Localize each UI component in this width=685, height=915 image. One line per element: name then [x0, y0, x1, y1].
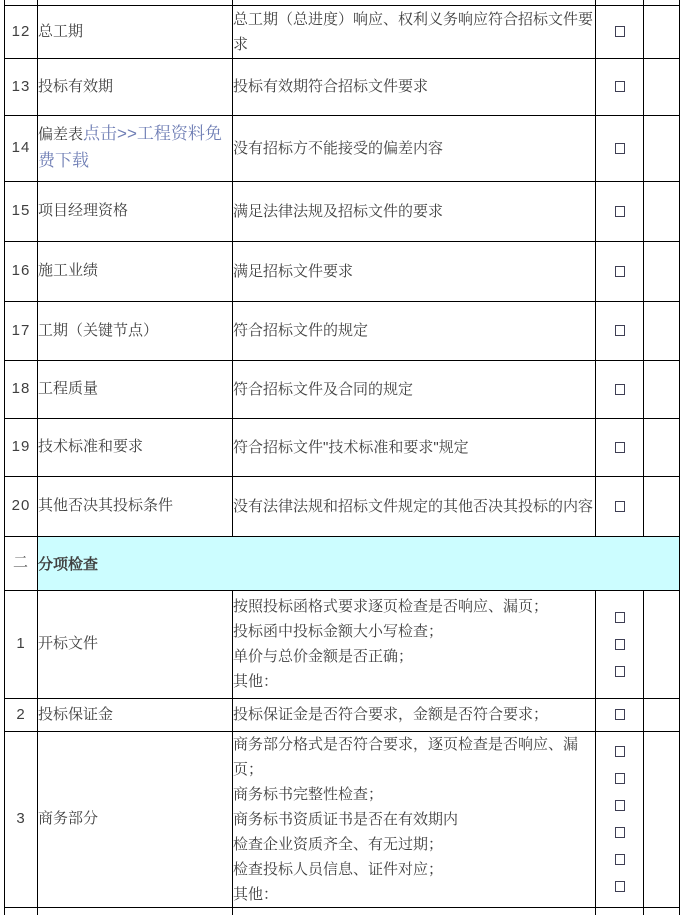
table-row: [5, 58, 680, 115]
table-row: [5, 5, 680, 58]
empty-cell: [644, 181, 680, 241]
checkbox-group: [596, 26, 643, 37]
checkbox-icon[interactable]: [615, 800, 625, 811]
table-row: [5, 476, 680, 536]
table-row: [5, 301, 680, 360]
row-number: 14: [5, 115, 38, 181]
checkbox-icon[interactable]: [615, 639, 625, 650]
item-desc: [233, 731, 596, 907]
section-header-row: [5, 536, 680, 590]
desc-line: 检查企业资质齐全、有无过期；: [233, 835, 444, 853]
item-name-text: 工程质量: [38, 380, 99, 397]
desc-line: 满足法律法规及招标文件的要求: [233, 202, 444, 220]
desc-line: 符合招标文件"技术标准和要求"规定: [233, 438, 469, 456]
desc-line: 商务部分格式是否符合要求，逐页检查是否响应、漏页；: [233, 735, 579, 778]
row-number: 12: [5, 5, 38, 58]
item-name-text: 其他否决其投标条件: [38, 497, 174, 514]
item-desc: [233, 301, 596, 360]
checkbox-group: [596, 206, 643, 217]
row-number: 16: [5, 241, 38, 301]
desc-line: 没有招标方不能接受的偏差内容: [233, 139, 444, 157]
empty-cell: [644, 58, 680, 115]
item-desc: [233, 360, 596, 418]
checkbox-group: [596, 81, 643, 92]
checkbox-icon[interactable]: [615, 206, 625, 217]
empty-cell: [644, 5, 680, 58]
desc-line: 商务标书完整性检查；: [233, 785, 384, 803]
desc-line: 投标有效期符合招标文件要求: [233, 78, 429, 95]
desc-line: 其他：: [233, 673, 279, 690]
checkbox-icon[interactable]: [615, 501, 625, 512]
desc-line: 符合招标文件及合同的规定: [233, 380, 414, 398]
item-name-text: 项目经理资格: [38, 202, 129, 219]
checkbox-icon[interactable]: [615, 325, 625, 336]
empty-cell: [644, 241, 680, 301]
desc-line: 其他：: [233, 885, 279, 903]
checkbox-icon[interactable]: [615, 881, 625, 892]
empty-cell: [644, 418, 680, 476]
item-desc: [233, 181, 596, 241]
empty-cell: [644, 698, 680, 731]
checkbox-group: [596, 746, 643, 892]
item-desc: [233, 5, 596, 58]
checkbox-icon[interactable]: [615, 773, 625, 784]
checkbox-icon[interactable]: [615, 666, 625, 677]
table-row: [5, 590, 680, 698]
item-desc: [233, 698, 596, 731]
empty-cell: [644, 115, 680, 181]
item-name-text: 投标保证金: [38, 705, 114, 723]
item-name-text: 技术标准和要求: [38, 438, 144, 455]
row-number: 19: [5, 418, 38, 476]
row-number: 二: [5, 536, 38, 590]
row-number: 1: [5, 590, 38, 698]
row-number: 3: [5, 731, 38, 907]
item-desc: [233, 115, 596, 181]
row-number: 18: [5, 360, 38, 418]
checkbox-group: [596, 266, 643, 277]
empty-cell: [644, 590, 680, 698]
checkbox-icon[interactable]: [615, 746, 625, 757]
desc-line: 按照投标函格式要求逐页检查是否响应、漏页；: [233, 598, 549, 615]
checkbox-group: [596, 442, 643, 453]
row-number: 13: [5, 58, 38, 115]
promo-link[interactable]: 点击>>工程资料免费下载: [38, 124, 222, 170]
checkbox-icon[interactable]: [615, 709, 625, 720]
table-row: [5, 241, 680, 301]
checkbox-icon[interactable]: [615, 442, 625, 453]
bid-check-table: [4, 0, 680, 915]
table-row: [5, 731, 680, 907]
checkbox-group: [596, 501, 643, 512]
row-number: 20: [5, 476, 38, 536]
checkbox-icon[interactable]: [615, 612, 625, 623]
checkbox-group: [596, 709, 643, 720]
item-desc: [233, 418, 596, 476]
desc-line: 单价与总价金额是否正确；: [233, 648, 414, 665]
empty-cell: [644, 476, 680, 536]
item-name-text: 投标有效期: [38, 77, 114, 95]
checkbox-icon[interactable]: [615, 854, 625, 865]
desc-line: 满足招标文件要求: [233, 262, 354, 280]
checkbox-icon[interactable]: [615, 384, 625, 395]
checkbox-icon[interactable]: [615, 26, 625, 37]
checkbox-group: [596, 143, 643, 154]
table-row: [5, 115, 680, 181]
desc-line: 投标函中投标金额大小写检查；: [233, 623, 444, 640]
desc-line: 没有法律法规和招标文件规定的其他否决其投标的内容: [233, 497, 594, 515]
desc-line: 符合招标文件的规定: [233, 322, 369, 339]
item-desc: [233, 590, 596, 698]
empty-cell: [644, 301, 680, 360]
row-number: 15: [5, 181, 38, 241]
item-name-text: 开标文件: [38, 635, 99, 652]
table-row: [5, 698, 680, 731]
item-name-text: 商务部分: [38, 810, 99, 827]
item-name-text: 施工业绩: [38, 262, 99, 279]
cropped-row-bottom: [5, 907, 680, 915]
checkbox-icon[interactable]: [615, 81, 625, 92]
item-desc: [233, 476, 596, 536]
checkbox-group: [596, 384, 643, 395]
desc-line: 投标保证金是否符合要求，金额是否符合要求；: [233, 706, 549, 723]
item-desc: [233, 58, 596, 115]
checkbox-group: [596, 325, 643, 336]
desc-line: 检查投标人员信息、证件对应；: [233, 860, 444, 878]
table-row: [5, 418, 680, 476]
table-body: [5, 0, 680, 915]
checkbox-group: [596, 612, 643, 677]
desc-line: 商务标书资质证书是否在有效期内: [233, 810, 459, 828]
row-number: 17: [5, 301, 38, 360]
row-number: 2: [5, 698, 38, 731]
table-row: [5, 181, 680, 241]
checkbox-icon[interactable]: [615, 266, 625, 277]
item-name-text: 工期（关键节点）: [38, 321, 159, 339]
checkbox-icon[interactable]: [615, 827, 625, 838]
checkbox-icon[interactable]: [615, 143, 625, 154]
item-name-text: 总工期: [38, 22, 84, 40]
table-row: [5, 360, 680, 418]
empty-cell: [644, 360, 680, 418]
section-title: 分项检查: [38, 536, 680, 590]
item-name-text: 偏差表: [38, 126, 84, 143]
item-desc: [233, 241, 596, 301]
desc-line: 总工期（总进度）响应、权利义务响应符合招标文件要求: [233, 10, 594, 53]
empty-cell: [644, 731, 680, 907]
